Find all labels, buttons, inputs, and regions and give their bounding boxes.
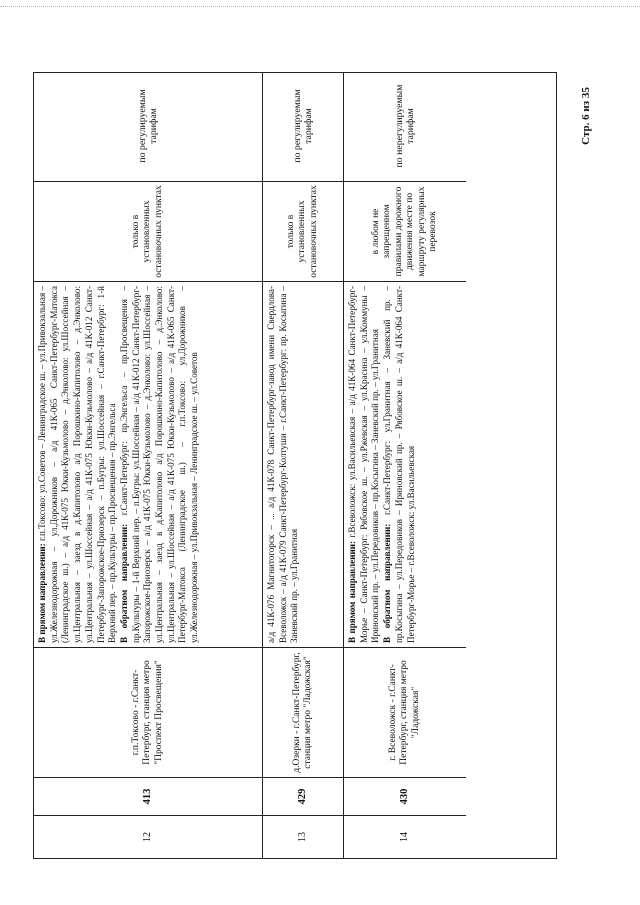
forward-path: г.Всеволожск: ул.Васильевская – а/д 41К-064 Санкт-Петербург-Морье – Санкт-Петербург: Рябовское ш. – ул.Ржевская – ул.Красина – ул.Коммуны – Ириновский пр. – ул.Передовиков – пр.Косыгина – Заневский пр. – ул.Гранитная (347, 286, 381, 643)
reverse-path: г.Санкт-Петербург: ул.Гранитная – Заневский пр. – пр.Косыгина – ул.Передовиков – Ириновский пр. – Рябовское ш. – а/д 41К-064 Санкт-Петербург-Морье – г.Всеволожск: ул.Васильевская (382, 286, 416, 643)
route-name: г. Всеволожск - г.Санкт-Петербург, станция метро "Ладожская" (344, 648, 466, 778)
route-code: 430 (344, 778, 466, 816)
row-index: 13 (297, 832, 309, 842)
forward-label: В прямом направлении: (37, 543, 47, 643)
stop-procedure: только в установленных остановочных пунктах (34, 182, 262, 282)
table-row (262, 72, 343, 858)
route-name: г.п.Токсово - г.Санкт-Петербург, станция метро "Проспект Просвещения" (34, 648, 262, 778)
tariff-type: по нерегулируемым тарифам (344, 72, 466, 182)
routes-table (33, 72, 557, 859)
routes-table-sheet (33, 72, 557, 859)
forward-label: В прямом направлении: (347, 541, 357, 643)
route-path (344, 282, 466, 648)
route-path (34, 282, 262, 648)
page-number-text: Стр. 6 из 35 (580, 87, 592, 145)
page-number (576, 87, 596, 145)
forward-path: а/д 41К-076 Магнитогорск – ... а/д 41К-078 Санкт-Петербург-завод имени Свердлова-Всеволожск – а/д 41К-079 Санкт-Петербург-Колтуши – г.Санкт-Петербург: пр. Косыгина – Заневский пр. – ул.Гранитная (266, 286, 300, 643)
reverse-label: В обратном направлении: (382, 523, 393, 643)
table-row (343, 72, 466, 858)
forward-path: г.п.Токсово: ул.Советов – Ленинградское ш. – ул.Привокзальная – ул.Железнодорожная – ул.Дорожников – а/д 41К-065 Санкт-Петербург-Матокса (Ленинградское ш.) – а/д 41К-075 Юкки-Кузьмолово – д.Энколово: ул.Шоссейная – ул.Центральная – заезд в д.Капитолово а/д Порошкино-Капитолово – д.Энколово: ул.Центральная – ул.Шоссейная – а/д 41К-075 Юкки-Кузьмолово – а/д 41К-012 Санкт-Петербург-Запорожское-Приозерск – п.Бугры: ул.Шоссейная – г.Санкт-Петербург: 1-й Верхний пер. – пр.Культуры – пр.Просвещения – пр.Энгельса (37, 286, 118, 643)
route-path (263, 282, 343, 648)
stop-procedure: только в установленных остановочных пунктах (263, 182, 343, 282)
reverse-path: г.Санкт-Петербург: пр.Энгельса – пр.Просвещения – пр.Культуры – 1-й Верхний пер. – п.Бугры: ул.Шоссейная – а/д 41К-012 Санкт-Петербург-Запорожское-Приозерск – а/д 41К-075 Юкки-Кузьмолово – д.Энколово: ул.Шоссейная – ул.Центральная – заезд в д.Капитолово а/д Порошкино-Капитолово – д.Энколово: ул.Центральная – ул.Шоссейная – а/д 41К-075 Юкки-Кузьмолово – а/д 41К-065 Санкт-Петербург-Матокса (Ленинградское ш.) – г.п.Токсово: ул.Дорожников – ул.Железнодорожная – ул.Привокзальная – Ленинградское ш. – ул.Советов (118, 285, 200, 643)
stop-procedure: в любом не запрещенном правилами дорожного движения месте по маршруту регулярных перевозок (344, 182, 466, 282)
route-code: 413 (34, 778, 262, 816)
table-row (34, 72, 262, 858)
tariff-type: по регулируемым тарифам (34, 72, 262, 182)
route-name: д.Озерки - г.Санкт-Петербург, станция метро "Ладожская" (263, 648, 343, 778)
row-index: 14 (399, 832, 411, 842)
tariff-type: по регулируемым тарифам (263, 72, 343, 182)
route-code: 429 (263, 778, 343, 816)
top-dotted-line (0, 6, 640, 7)
row-index: 12 (142, 832, 154, 842)
reverse-label: В обратном направлении: (118, 523, 129, 643)
